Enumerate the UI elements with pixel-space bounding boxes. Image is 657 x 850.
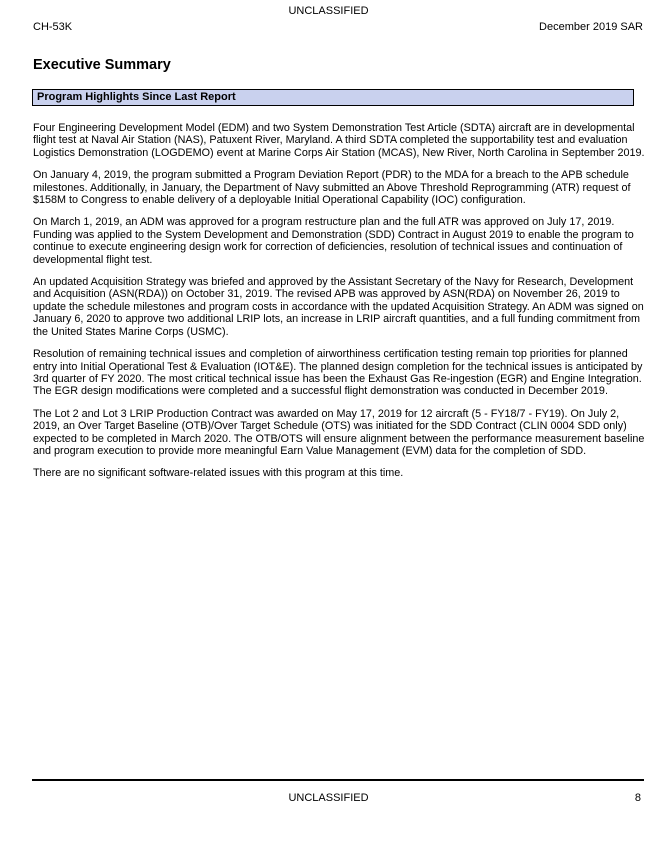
section-heading: Program Highlights Since Last Report [32,89,634,106]
paragraph-6: The Lot 2 and Lot 3 LRIP Production Contract was awarded on May 17, 2019 for 12 aircraft (5 - FY18/7 - FY19). On July 2, 2019, an Over Target Baseline (OTB)/Over Target Schedule (OTS) was initiated for the SDD Contract (CLIN 0004 SDD only) expected to be completed in March 2020. The OTB/OTS will ensure alignment between the performance measurement baseline and program execution to provide more meaningful Earn Value Management (EVM) data for the completion of SDD. [33,407,645,457]
program-name: CH-53K [33,21,73,33]
paragraph-3: On March 1, 2019, an ADM was approved for a program restructure plan and the full ATR was approved on July 17, 2019. Funding was applied to the System Development and Demonstration (SDD) Contract in August 2019 to enable the program to continue to execute engineering design work for correction of deficiencies, resolution of technical issues and continuation of developmental flight test. [33,216,634,266]
footer-divider [32,779,644,781]
paragraph-1: Four Engineering Development Model (EDM) and two System Demonstration Test Article (SDTA) aircraft are in developmental flight test at Naval Air Station (NAS), Patuxent River, Maryland. A third SDTA completed the supportability test and evaluation Logistics Demonstration (LOGDEMO) event at Marine Corps Air Station (MCAS), New River, North Carolina in September 2019. [33,122,645,159]
page-number: 8 [634,792,641,804]
classification-header: UNCLASSIFIED [288,5,369,17]
page-title: Executive Summary [33,57,171,73]
classification-footer: UNCLASSIFIED [288,792,369,804]
paragraph-5: Resolution of remaining technical issues and completion of airworthiness certification testing remain top priorities for planned entry into Initial Operational Test & Evaluation (IOT&E). The planned design completion for the technical issues is anticipated by 3rd quarter of FY 2020. The most critical technical issue has been the Exhaust Gas Re-ingestion (EGR) and Engine Integration. The EGR design modifications were completed and a successful flight demonstration was conducted in December 2019. [33,348,643,398]
body-text [33,122,645,490]
paragraph-7: There are no significant software-related issues with this program at this time. [33,467,404,480]
paragraph-4: An updated Acquisition Strategy was briefed and approved by the Assistant Secretary of the Navy for Research, Development and Acquisition (ASN(RDA)) on October 31, 2019. The revised APB was approved by ASN(RDA) on November 26, 2019 to update the schedule milestones and program costs in accordance with the updated Acquisition Strategy. An ADM was signed on January 6, 2020 to approve two additional LRIP lots, an increase in LRIP aircraft quantities, and a full funding commitment from the United States Marine Corps (USMC). [33,276,644,338]
report-date: December 2019 SAR [539,21,643,33]
paragraph-2: On January 4, 2019, the program submitted a Program Deviation Report (PDR) to the MDA for a breach to the APB schedule milestones. Additionally, in January, the Department of Navy submitted an Above Threshold Reprogramming (ATR) request of $158M to Congress to enable delivery of a deployable Initial Operational Capability (IOC) configuration. [33,169,631,207]
